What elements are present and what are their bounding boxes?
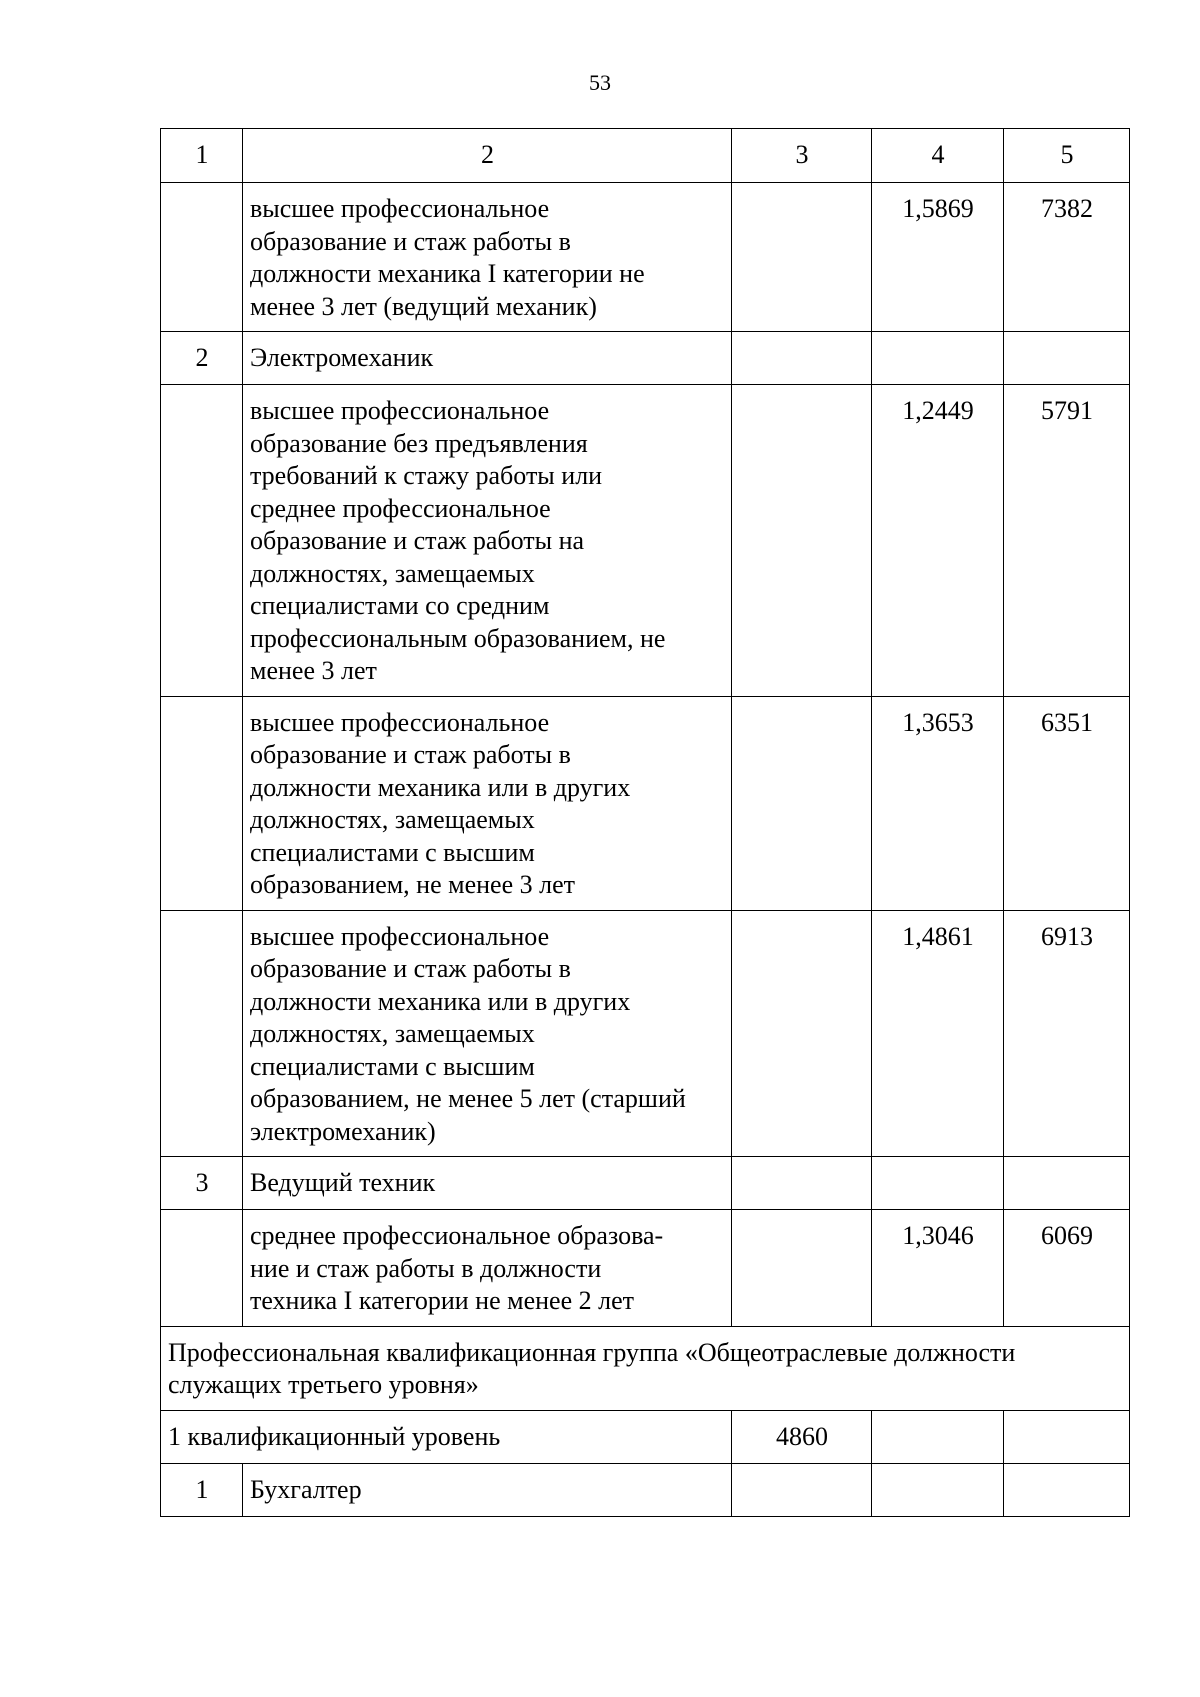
row-salary: 5791 — [1004, 385, 1130, 697]
row-text: высшее профессиональное образование и стаж работы в должности механика или в других должностях, замещаемых специалистами с высшим образованием, не менее 3 лет — [243, 696, 732, 910]
level-coefficient — [872, 1410, 1004, 1463]
table-header-row — [161, 129, 1130, 183]
row-coefficient — [872, 332, 1004, 385]
row-col-3 — [732, 1157, 872, 1210]
row-coefficient: 1,5869 — [872, 183, 1004, 332]
table-row — [161, 1463, 1130, 1516]
row-coefficient — [872, 1463, 1004, 1516]
row-col-3 — [732, 183, 872, 332]
table-row — [161, 385, 1130, 697]
header-col-1: 1 — [161, 129, 243, 183]
row-salary: 7382 — [1004, 183, 1130, 332]
row-number: 3 — [161, 1157, 243, 1210]
row-col-3 — [732, 910, 872, 1157]
group-title: Профессиональная квалификационная группа «Общеотраслевые должности служащих третьего уровня» — [161, 1326, 1130, 1410]
table-row — [161, 183, 1130, 332]
row-salary: 6351 — [1004, 696, 1130, 910]
header-col-5: 5 — [1004, 129, 1130, 183]
row-col-3 — [732, 332, 872, 385]
page-number: 53 — [589, 70, 611, 95]
header-col-2: 2 — [243, 129, 732, 183]
row-coefficient: 1,2449 — [872, 385, 1004, 697]
row-coefficient — [872, 1157, 1004, 1210]
row-text: Бухгалтер — [243, 1463, 732, 1516]
table-row — [161, 1157, 1130, 1210]
level-base-salary: 4860 — [732, 1410, 872, 1463]
table-row — [161, 910, 1130, 1157]
row-salary: 6913 — [1004, 910, 1130, 1157]
row-text: среднее профессиональное образова- ние и стаж работы в должности техника I категории не менее 2 лет — [243, 1210, 732, 1327]
row-salary — [1004, 1157, 1130, 1210]
row-col-3 — [732, 696, 872, 910]
row-text: Ведущий техник — [243, 1157, 732, 1210]
table-body — [161, 183, 1130, 1327]
row-coefficient: 1,3046 — [872, 1210, 1004, 1327]
level-row — [161, 1410, 1130, 1463]
group-title-row — [161, 1326, 1130, 1410]
row-salary — [1004, 332, 1130, 385]
row-salary: 6069 — [1004, 1210, 1130, 1327]
row-text: Электромеханик — [243, 332, 732, 385]
level-salary — [1004, 1410, 1130, 1463]
row-col-3 — [732, 385, 872, 697]
row-col-3 — [732, 1463, 872, 1516]
row-coefficient: 1,4861 — [872, 910, 1004, 1157]
row-coefficient: 1,3653 — [872, 696, 1004, 910]
row-text: высшее профессиональное образование и стаж работы в должности механика I категории не менее 3 лет (ведущий механик) — [243, 183, 732, 332]
row-number — [161, 1210, 243, 1327]
salary-table — [160, 128, 1130, 1517]
table-row — [161, 696, 1130, 910]
table-row — [161, 1210, 1130, 1327]
row-number — [161, 183, 243, 332]
row-number — [161, 385, 243, 697]
row-number: 2 — [161, 332, 243, 385]
table-row — [161, 332, 1130, 385]
row-number — [161, 910, 243, 1157]
row-salary — [1004, 1463, 1130, 1516]
row-number: 1 — [161, 1463, 243, 1516]
row-text: высшее профессиональное образование без предъявления требований к стажу работы или среднее профессиональное образование и стаж работы на должностях, замещаемых специалистами со средним профессиональным образованием, не менее 3 лет — [243, 385, 732, 697]
level-label: 1 квалификационный уровень — [161, 1410, 732, 1463]
header-col-4: 4 — [872, 129, 1004, 183]
row-text: высшее профессиональное образование и стаж работы в должности механика или в других должностях, замещаемых специалистами с высшим образованием, не менее 5 лет (старший электромеханик) — [243, 910, 732, 1157]
row-number — [161, 696, 243, 910]
row-col-3 — [732, 1210, 872, 1327]
header-col-3: 3 — [732, 129, 872, 183]
